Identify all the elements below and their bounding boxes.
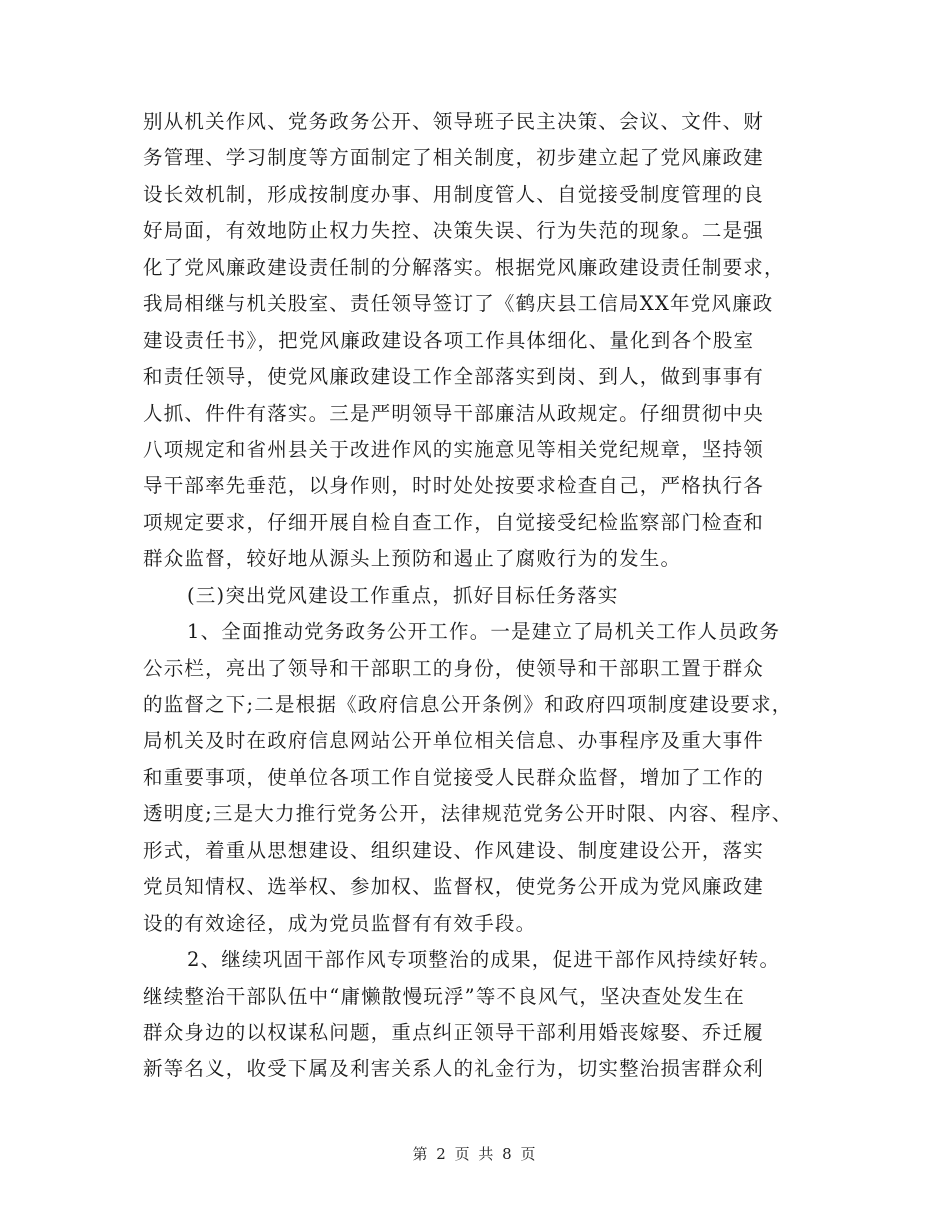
text-line: 建设责任书》，把党风廉政建设各项工作具体细化、量化到各个股室 (143, 328, 755, 352)
text-line: 的监督之下;二是根据《政府信息公开条例》和政府四项制度建设要求， (143, 693, 793, 716)
text-line: 新等名义，收受下属及利害关系人的礼金行为，切实整治损害群众利 (143, 1057, 765, 1081)
text-line: 形式，着重从思想建设、组织建设、作风建设、制度建设公开，落实 (143, 838, 765, 862)
text-line: 群众身边的以权谋私问题，重点纠正领导干部利用婚丧嫁娶、乔迁履 (143, 1020, 765, 1044)
text-line: 透明度;三是大力推行党务公开，法律规范党务公开时限、内容、程序、 (143, 802, 793, 826)
text-line: 和重要事项，使单位各项工作自觉接受人民群众监督，增加了工作的 (143, 765, 765, 789)
text-line: 化了党风廉政建设责任制的分解落实。根据党风廉政建设责任制要求， (143, 255, 785, 279)
text-line: 1、全面推动党务政务公开工作。一是建立了局机关工作人员政务 (187, 620, 781, 644)
text-line: 别从机关作风、党务政务公开、领导班子民主决策、会议、文件、财 (143, 110, 765, 133)
text-line: 设的有效途径，成为党员监督有有效手段。 (143, 911, 537, 935)
text-line: 导干部率先垂范，以身作则，时时处处按要求检查自己，严格执行各 (143, 474, 765, 498)
text-line: 我局相继与机关股室、责任领导签订了《鹤庆县工信局XX年党风廉政 (143, 292, 774, 316)
text-line: 公示栏，亮出了领导和干部职工的身份，使领导和干部职工置于群众 (143, 656, 765, 680)
text-line: 务管理、学习制度等方面制定了相关制度，初步建立起了党风廉政建 (143, 146, 765, 170)
text-line: 设长效机制，形成按制度办事、用制度管人、自觉接受制度管理的良 (143, 182, 765, 206)
text-line: 人抓、件件有落实。三是严明领导干部廉洁从政规定。仔细贯彻中央 (143, 401, 765, 425)
page-footer: 第 2 页 共 8 页 (412, 1145, 538, 1163)
text-line: (三)突出党风建设工作重点，抓好目标任务落实 (187, 583, 619, 607)
text-line: 继续整治干部队伍中“庸懒散慢玩浮”等不良风气，坚决查处发生在 (143, 984, 745, 1008)
text-line: 八项规定和省州县关于改进作风的实施意见等相关党纪规章，坚持领 (143, 437, 765, 461)
text-line: 党员知情权、选举权、参加权、监督权，使党务公开成为党风廉政建 (143, 875, 765, 899)
text-line: 项规定要求，仔细开展自检自查工作，自觉接受纪检监察部门检查和 (143, 510, 765, 534)
text-line: 2、继续巩固干部作风专项整治的成果，促进干部作风持续好转。 (187, 948, 781, 972)
text-line: 和责任领导，使党风廉政建设工作全部落实到岗、到人，做到事事有 (143, 365, 765, 389)
text-line: 好局面，有效地防止权力失控、决策失误、行为失范的现象。二是强 (143, 219, 765, 243)
document-body (143, 104, 823, 1088)
text-line: 局机关及时在政府信息网站公开单位相关信息、办事程序及重大事件 (143, 729, 765, 753)
text-line: 群众监督，较好地从源头上预防和遏止了腐败行为的发生。 (143, 547, 682, 571)
